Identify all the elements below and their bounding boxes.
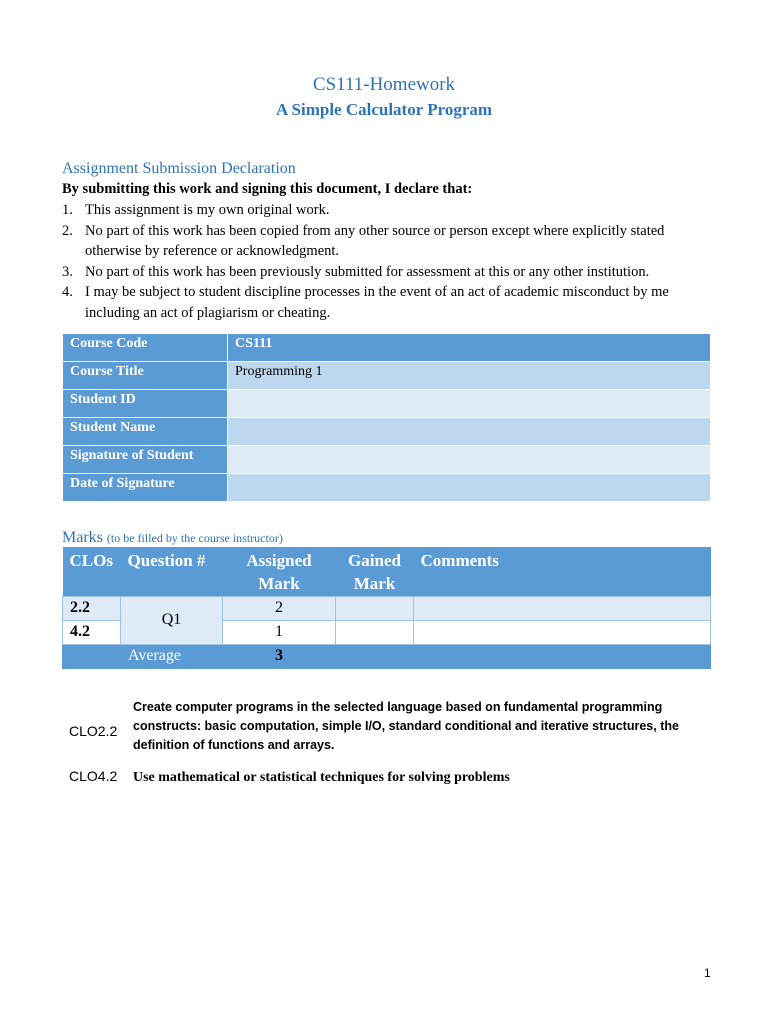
clo-text: Use mathematical or statistical techniques for solving problems [133, 770, 510, 785]
table-header-row [63, 547, 711, 596]
table-row [63, 390, 711, 418]
student-id-field[interactable] [228, 390, 711, 418]
list-item: 4. I may be subject to student discipline processes in the event of an act of academic misconduct by me including an act of plagiarism or cheating. [62, 284, 669, 321]
course-code-value: CS111 [228, 334, 711, 362]
clo-label: CLO4.2 [69, 768, 118, 784]
assigned-mark-cell: 1 [223, 620, 336, 644]
signature-date-field[interactable] [228, 474, 711, 502]
marks-table [62, 547, 711, 669]
clo-text: Create computer programs in the selected language based on fundamental programming constructs: basic computation, simple I/O, standard conditional and iterative structures, the definition of functions and arrays. [133, 700, 679, 752]
course-title-value: Programming 1 [228, 362, 711, 390]
average-label: Average [121, 644, 223, 668]
student-info-table [62, 333, 711, 502]
col-header-assigned-mark: Assigned Mark [223, 547, 336, 596]
table-row [63, 362, 711, 390]
col-header-comments: Comments [414, 547, 711, 596]
table-row [63, 596, 711, 620]
list-item: 3. No part of this work has been previously submitted for assessment at this or any other institution. [62, 263, 650, 280]
declaration-intro: By submitting this work and signing this document, I declare that: [62, 181, 473, 197]
document-title: CS111-Homework [312, 74, 456, 95]
signature-date-label: Date of Signature [63, 474, 228, 502]
list-item: 1. This assignment is my own original work. [62, 202, 330, 218]
page-number: 1 [704, 966, 711, 980]
signature-field[interactable] [228, 446, 711, 474]
average-row [63, 644, 711, 668]
question-cell: Q1 [121, 596, 223, 644]
marks-heading: Marks (to be filled by the course instructor) [62, 529, 283, 546]
student-id-label: Student ID [63, 390, 228, 418]
comments-field[interactable] [414, 620, 711, 644]
student-name-field[interactable] [228, 418, 711, 446]
clo-cell: 2.2 [63, 596, 121, 620]
clo-label: CLO2.2 [69, 723, 118, 739]
col-header-clos: CLOs [63, 547, 121, 596]
col-header-gained-mark: Gained Mark [336, 547, 414, 596]
declaration-heading: Assignment Submission Declaration [62, 160, 296, 177]
document-subtitle: A Simple Calculator Program [275, 100, 493, 119]
gained-mark-field[interactable] [336, 620, 414, 644]
list-item-text: No part of this work has been copied from any other source or person except where explicitly stated otherwise by reference or acknowledgment. [85, 222, 665, 259]
list-item-text: This assignment is my own original work. [85, 202, 330, 218]
clo-cell: 4.2 [63, 620, 121, 644]
table-row [63, 446, 711, 474]
student-name-label: Student Name [63, 418, 228, 446]
course-title-label: Course Title [63, 362, 228, 390]
gained-mark-field[interactable] [336, 596, 414, 620]
table-row [63, 474, 711, 502]
list-item-text: I may be subject to student discipline processes in the event of an act of academic misconduct by me including an act of plagiarism or cheating. [85, 284, 669, 321]
list-item: 2. No part of this work has been copied from any other source or person except where explicitly stated otherwise by reference or acknowledgment. [62, 222, 665, 259]
marks-note: (to be filled by the course instructor) [106, 531, 283, 545]
col-header-question: Question # [121, 547, 223, 596]
comments-field[interactable] [414, 596, 711, 620]
course-code-label: Course Code [63, 334, 228, 362]
table-row [63, 418, 711, 446]
declaration-list [62, 200, 712, 323]
table-row [63, 334, 711, 362]
average-value: 3 [223, 644, 336, 668]
list-item-text: No part of this work has been previously submitted for assessment at this or any other institution. [85, 263, 650, 280]
assigned-mark-cell: 2 [223, 596, 336, 620]
signature-label: Signature of Student [63, 446, 228, 474]
